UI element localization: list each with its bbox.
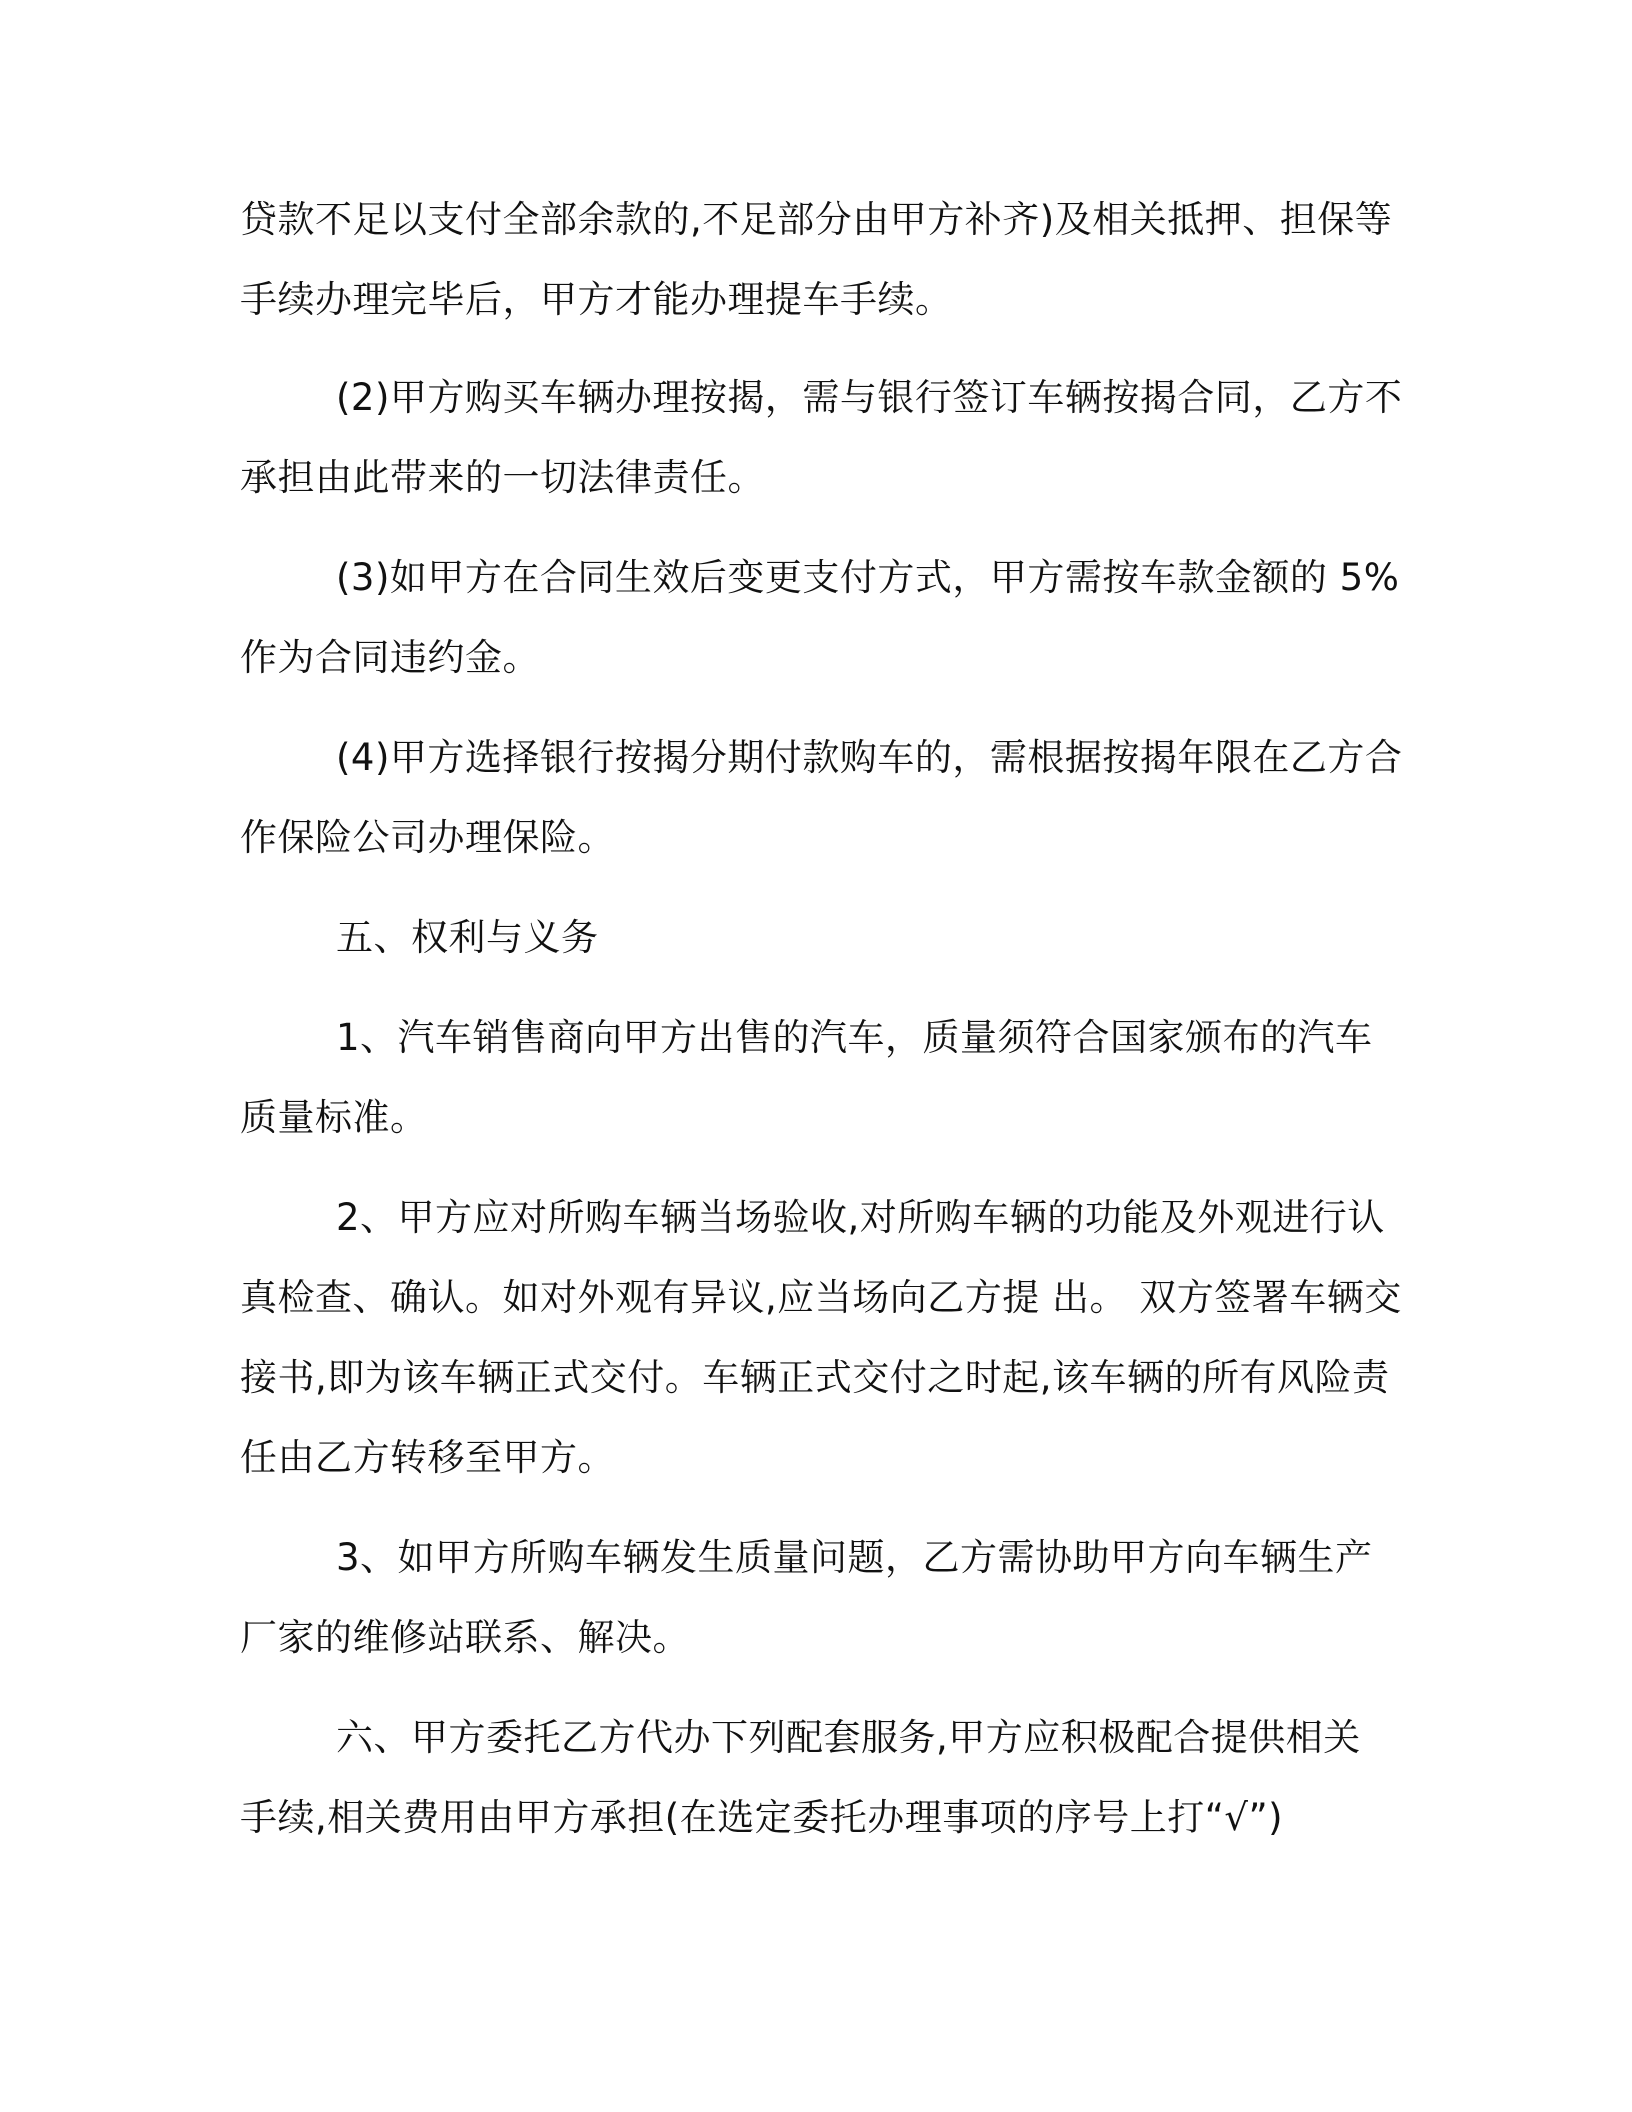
paragraph-item-3	[240, 538, 1400, 698]
paragraph-item-4	[240, 718, 1403, 878]
section-heading-rights-obligations	[240, 898, 1390, 978]
heading-text: 五、权利与义务	[336, 916, 599, 959]
text-line: 接书,即为该车辆正式交付。车辆正式交付之时起,该车辆的所有风险责	[240, 1356, 1390, 1399]
text-line: 六、甲方委托乙方代办下列配套服务,甲方应积极配合提供相关	[336, 1716, 1361, 1759]
text-line: 质量标准。	[240, 1096, 428, 1139]
paragraph-clause-2	[240, 1178, 1402, 1498]
text-line: (4)甲方选择银行按揭分期付款购车的，需根据按揭年限在乙方合	[336, 736, 1403, 779]
paragraph-loan-balance	[240, 180, 1393, 340]
text-line: 手续,相关费用由甲方承担(在选定委托办理事项的序号上打“√”)	[240, 1796, 1284, 1839]
text-line: 作保险公司办理保险。	[240, 816, 615, 859]
text-line: 厂家的维修站联系、解决。	[240, 1616, 690, 1659]
text-line: 手续办理完毕后，甲方才能办理提车手续。	[240, 278, 953, 321]
text-line: 真检查、确认。如对外观有异议,应当场向乙方提 出。 双方签署车辆交	[240, 1276, 1402, 1319]
text-line: 作为合同违约金。	[240, 636, 540, 679]
paragraph-clause-3	[240, 1518, 1390, 1678]
paragraph-item-2	[240, 358, 1403, 518]
text-line: 1、汽车销售商向甲方出售的汽车，质量须符合国家颁布的汽车	[336, 1016, 1373, 1059]
text-line: (3)如甲方在合同生效后变更支付方式，甲方需按车款金额的 5%	[336, 556, 1400, 599]
section-heading-entrusted-services	[240, 1698, 1390, 1858]
text-line: 3、如甲方所购车辆发生质量问题，乙方需协助甲方向车辆生产	[336, 1536, 1373, 1579]
text-line: 2、甲方应对所购车辆当场验收,对所购车辆的功能及外观进行认	[336, 1196, 1385, 1239]
text-line: 贷款不足以支付全部余款的,不足部分由甲方补齐)及相关抵押、担保等	[240, 198, 1393, 241]
text-line: 任由乙方转移至甲方。	[240, 1436, 615, 1479]
text-line: 承担由此带来的一切法律责任。	[240, 456, 765, 499]
paragraph-clause-1	[240, 998, 1390, 1158]
text-line: (2)甲方购买车辆办理按揭，需与银行签订车辆按揭合同，乙方不	[336, 376, 1403, 419]
